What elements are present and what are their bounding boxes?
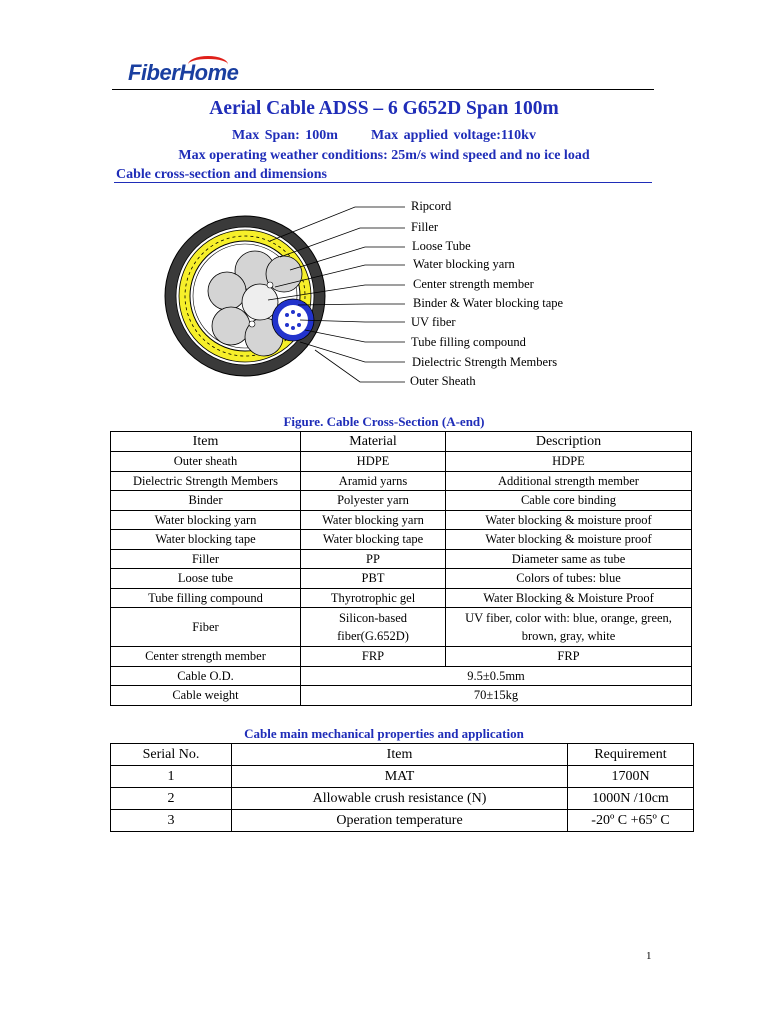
header-description: Description xyxy=(446,432,692,452)
table-row xyxy=(111,452,692,472)
label-tube-filling: Tube filling compound xyxy=(411,335,526,349)
cell-description: Diameter same as tube xyxy=(446,549,692,569)
header-material: Material xyxy=(301,432,446,452)
cell-item: Outer sheath xyxy=(111,452,301,472)
cell-requirement: 1700N xyxy=(568,766,694,788)
table-header-row xyxy=(111,432,692,452)
label-ripcord: Ripcord xyxy=(411,199,452,213)
cell-item: Operation temperature xyxy=(232,810,568,832)
cell-material: Water blocking yarn xyxy=(301,510,446,530)
fiberhome-logo xyxy=(128,56,239,92)
cell-description: Water blocking & moisture proof xyxy=(446,510,692,530)
cell-description: Cable core binding xyxy=(446,491,692,511)
cell-material: FRP xyxy=(301,647,446,667)
cell-item: MAT xyxy=(232,766,568,788)
mechanical-caption: Cable main mechanical properties and application xyxy=(244,726,524,741)
table-row xyxy=(111,491,692,511)
header-item: Item xyxy=(232,744,568,766)
page-number: 1 xyxy=(646,950,652,962)
table-row xyxy=(111,810,694,832)
materials-table xyxy=(110,431,692,706)
cell-item: Tube filling compound xyxy=(111,588,301,608)
label-uv-fiber: UV fiber xyxy=(411,315,456,329)
header-divider xyxy=(112,89,654,90)
cell-description: Colors of tubes: blue xyxy=(446,569,692,589)
table-row xyxy=(111,647,692,667)
cell-serial: 1 xyxy=(111,766,232,788)
cell-item: Water blocking yarn xyxy=(111,510,301,530)
cell-item: Filler xyxy=(111,549,301,569)
cell-material: Polyester yarn xyxy=(301,491,446,511)
cell-description: Additional strength member xyxy=(446,471,692,491)
table-row xyxy=(111,686,692,706)
table-row xyxy=(111,510,692,530)
cell-description: Water blocking & moisture proof xyxy=(446,530,692,550)
cell-item: Water blocking tape xyxy=(111,530,301,550)
filler-shape xyxy=(212,307,250,345)
cell-item: Binder xyxy=(111,491,301,511)
cell-material: HDPE xyxy=(301,452,446,472)
header-item: Item xyxy=(111,432,301,452)
filler-shape xyxy=(208,272,246,310)
logo-text: FiberHome xyxy=(128,60,239,85)
table-row xyxy=(111,666,692,686)
label-loose-tube: Loose Tube xyxy=(412,239,471,253)
cell-material: PP xyxy=(301,549,446,569)
cell-description: UV fiber, color with: blue, orange, green, brown, gray, white xyxy=(446,608,692,647)
cell-material: Water blocking tape xyxy=(301,530,446,550)
cell-item: Dielectric Strength Members xyxy=(111,471,301,491)
label-outer-sheath: Outer Sheath xyxy=(410,374,476,388)
document-title: Aerial Cable ADSS – 6 G652D Span 100m xyxy=(209,98,559,119)
label-filler: Filler xyxy=(411,220,439,234)
mechanical-table xyxy=(110,743,694,832)
cell-description: Water Blocking & Moisture Proof xyxy=(446,588,692,608)
figure-caption: Figure. Cable Cross-Section (A-end) xyxy=(283,414,485,429)
table-row xyxy=(111,608,692,647)
table-row xyxy=(111,766,694,788)
table-header-row xyxy=(111,744,694,766)
cell-material: Silicon-based fiber(G.652D) xyxy=(301,608,446,647)
cell-description: FRP xyxy=(446,647,692,667)
label-center-strength-member: Center strength member xyxy=(413,277,534,291)
cable-cross-section-diagram xyxy=(160,192,420,392)
table-row xyxy=(111,569,692,589)
cell-serial: 3 xyxy=(111,810,232,832)
table-row xyxy=(111,588,692,608)
section-title: Cable cross-section and dimensions xyxy=(116,167,327,182)
cell-item: Cable O.D. xyxy=(111,666,301,686)
cell-serial: 2 xyxy=(111,788,232,810)
cell-item: Loose tube xyxy=(111,569,301,589)
cell-item: Cable weight xyxy=(111,686,301,706)
cell-material: Thyrotrophic gel xyxy=(301,588,446,608)
header-requirement: Requirement xyxy=(568,744,694,766)
table-row xyxy=(111,788,694,810)
cell-item: Fiber xyxy=(111,608,301,647)
cell-item: Allowable crush resistance (N) xyxy=(232,788,568,810)
cell-value: 70±15kg xyxy=(301,686,692,706)
label-binder-tape: Binder & Water blocking tape xyxy=(413,296,564,310)
cell-material: PBT xyxy=(301,569,446,589)
cell-value: 9.5±0.5mm xyxy=(301,666,692,686)
table-row xyxy=(111,530,692,550)
cell-requirement: 1000N /10cm xyxy=(568,788,694,810)
label-water-blocking-yarn: Water blocking yarn xyxy=(413,257,515,271)
cell-material: Aramid yarns xyxy=(301,471,446,491)
cell-description: HDPE xyxy=(446,452,692,472)
label-dielectric-members: Dielectric Strength Members xyxy=(412,355,558,369)
header-serial: Serial No. xyxy=(111,744,232,766)
spec-line-2: Max operating weather conditions: 25m/s wind speed and no ice load xyxy=(178,148,590,163)
section-underline xyxy=(114,182,652,183)
spec-line-1: Max Span: 100m Max applied voltage:110kv xyxy=(232,128,536,143)
cell-item: Center strength member xyxy=(111,647,301,667)
table-row xyxy=(111,549,692,569)
table-row xyxy=(111,471,692,491)
cell-requirement: -20º C +65º C xyxy=(568,810,694,832)
